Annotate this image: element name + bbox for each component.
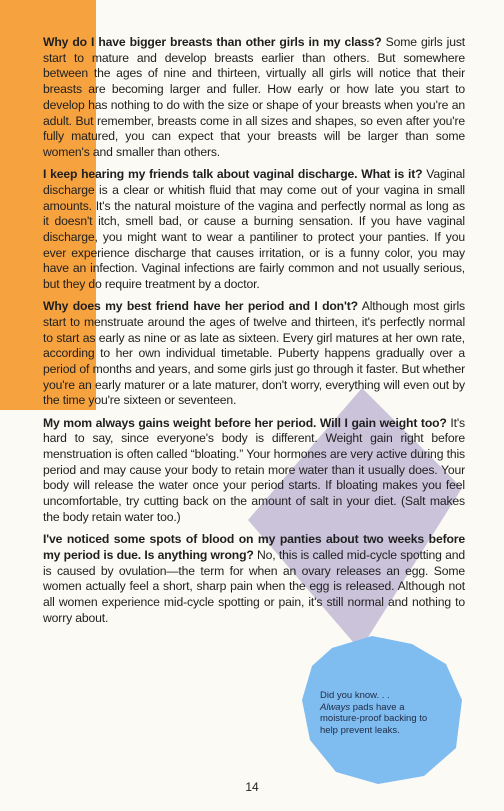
question-text: I've noticed some spots of blood on my panties about two weeks before my period is due. Is anything wrong? <box>43 532 465 562</box>
question-text: Why do I have bigger breasts than other girls in my class? <box>43 35 382 49</box>
page-number: 14 <box>245 780 259 794</box>
answer-text: It's hard to say, since everyone's body is different. Weight gain right before menstruation is often called “bloating.” Your hormones are very active during this period and may cause your body to retain more water than it usually does. Your body will release the water once your period starts. If bloating makes you feel uncomfortable, try cutting back on the amount of salt in your diet. (Salt makes the body retain water too.) <box>43 415 465 524</box>
callout-rest: pads have a moisture-proof backing to help prevent leaks. <box>320 701 428 736</box>
callout-body <box>320 702 438 737</box>
qa-section <box>43 532 465 626</box>
callout-emphasis: Always <box>320 701 351 713</box>
answer-text: Vaginal discharge is a clear or whitish fluid that may come out of your vagina in small amounts. It's the natural moisture of the vagina and perfectly normal as long as it doesn't itch, smell bad, or cause a burning sensation. If you have vaginal discharge, you might want to wear a pantiliner to protect your panties. If you ever experience discharge that causes irritation, or is a funny color, you may have an infection. Vaginal infections are fairly common and not usually serious, but they do require treatment by a doctor. <box>43 167 465 292</box>
answer-text: Although most girls start to menstruate around the ages of twelve and thirteen, it's perfectly normal to start as early as nine or as late as sixteen. Every girl matures at her own rate, according to her own individual timetable. Puberty happens gradually over a period of months and years, and some girls just go through it faster. But whether you're an early maturer or a late maturer, don't worry, everything will even out by the time you're sixteen or seventeen. <box>43 299 465 408</box>
qa-section <box>43 35 465 161</box>
callout-heading: Did you know. . . <box>320 690 390 701</box>
qa-content <box>43 35 465 633</box>
qa-section <box>43 167 465 293</box>
question-text: Why does my best friend have her period and I don't? <box>43 299 358 314</box>
qa-section <box>43 416 465 526</box>
question-text: I keep hearing my friends talk about vaginal discharge. What is it? <box>43 167 423 182</box>
did-you-know-callout <box>320 690 438 736</box>
qa-section <box>43 299 465 409</box>
answer-text: No, this is called mid-cycle spotting and is caused by ovulation—the term for when an ovary releases an egg. Some women actually feel a short, sharp pain when the egg is released. Although not all women experience mid-cycle spotting or pain, it's still normal and nothing to worry about. <box>43 547 465 625</box>
question-text: My mom always gains weight before her period. Will I gain weight too? <box>43 415 447 430</box>
answer-text: Some girls just start to mature and develop breasts earlier than others. But somewhere between the ages of nine and thirteen, virtually all girls will notice that their breasts are becoming larger and fuller. How early or how late you start to develop has nothing to do with the size or shape of your breasts when you're an adult. But remember, breasts come in all sizes and shapes, so even after you're fully matured, you can expect that your breasts will be larger than some women's and smaller than others. <box>43 35 466 159</box>
